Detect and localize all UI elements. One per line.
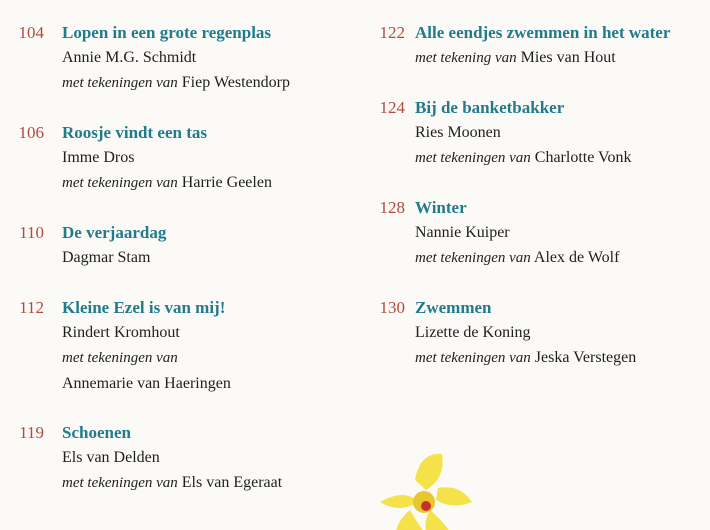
page-number: 122 — [379, 23, 405, 42]
credit-label: met tekeningen van — [415, 250, 531, 266]
illustrator-credit — [415, 145, 710, 171]
story-title: Bij de banketbakker — [415, 98, 565, 117]
page-number: 104 — [18, 23, 44, 42]
author: Annie M.G. Schmidt — [62, 49, 197, 66]
credit-label: met tekening van — [415, 50, 517, 66]
page-number: 112 — [19, 298, 44, 317]
author: Els van Delden — [62, 449, 160, 466]
illustrator: Jeska Verstegen — [534, 349, 637, 366]
flower-icon — [360, 440, 510, 530]
credit-label: met tekeningen van — [62, 350, 178, 366]
author: Ries Moonen — [415, 124, 501, 141]
author: Rindert Kromhout — [62, 324, 180, 341]
flower-petal — [396, 510, 424, 530]
page-number: 119 — [19, 423, 44, 442]
story-title: Lopen in een grote regenplas — [62, 23, 272, 42]
illustrator: Mies van Hout — [520, 49, 616, 66]
story-title: Winter — [415, 198, 467, 217]
author: Lizette de Koning — [415, 324, 531, 341]
story-title: De verjaardag — [62, 223, 167, 242]
author: Dagmar Stam — [62, 249, 151, 266]
story-title: Alle eendjes zwemmen in het water — [415, 23, 671, 42]
credit-label: met tekeningen van — [62, 75, 178, 91]
illustrator-credit — [62, 470, 360, 496]
page-number: 130 — [379, 298, 405, 317]
illustrator-credit — [415, 245, 710, 271]
story-title: Kleine Ezel is van mij! — [62, 298, 226, 317]
flower-petal — [380, 495, 418, 508]
author: Imme Dros — [62, 149, 135, 166]
illustrator: Fiep Westendorp — [181, 74, 290, 91]
credit-label: met tekeningen van — [415, 150, 531, 166]
page-number: 124 — [379, 98, 405, 117]
story-title: Roosje vindt een tas — [62, 123, 207, 142]
illustrator: Alex de Wolf — [533, 249, 620, 266]
illustrator-credit — [415, 45, 710, 71]
story-title: Zwemmen — [415, 298, 492, 317]
illustrator-credit — [415, 345, 710, 371]
flower-petal — [415, 454, 443, 490]
page-number: 110 — [19, 223, 44, 242]
illustrator-credit-label — [62, 345, 360, 371]
illustrator-credit — [62, 70, 360, 96]
flower-petal — [426, 510, 451, 530]
flower-dot — [421, 501, 431, 511]
credit-label: met tekeningen van — [62, 175, 178, 191]
credit-label: met tekeningen van — [62, 475, 178, 491]
page-number: 128 — [379, 198, 405, 217]
illustrator: Annemarie van Haeringen — [62, 375, 231, 392]
page-number: 106 — [18, 123, 44, 142]
illustrator: Els van Egeraat — [181, 474, 283, 491]
illustrator: Harrie Geelen — [181, 174, 272, 191]
illustrator-credit — [62, 170, 360, 196]
illustrator: Charlotte Vonk — [534, 149, 632, 166]
story-title: Schoenen — [62, 423, 131, 442]
author: Nannie Kuiper — [415, 224, 510, 241]
flower-petal — [436, 487, 472, 505]
credit-label: met tekeningen van — [415, 350, 531, 366]
